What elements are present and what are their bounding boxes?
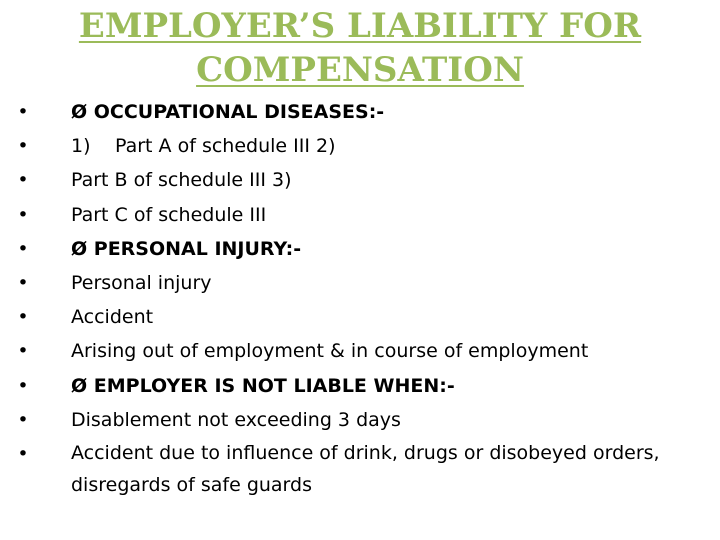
heading-personal-injury: Ø PERSONAL INJURY:- [71, 237, 302, 260]
bullet-icon: • [17, 374, 29, 397]
bullet-item [14, 232, 704, 266]
bullet-item [14, 334, 704, 368]
bullet-list [14, 95, 704, 501]
bullet-icon: • [17, 203, 29, 226]
bullet-icon: • [17, 135, 29, 158]
list-item-text: Accident due to influence of drink, drugs or disobeyed orders, disregards of safe guards [71, 442, 660, 497]
item-number: 1) [71, 135, 91, 158]
bullet-icon: • [17, 101, 29, 123]
bullet-icon: • [17, 306, 29, 329]
bullet-item [14, 163, 704, 197]
bullet-item [14, 266, 704, 300]
bullet-icon: • [17, 169, 29, 192]
bullet-icon: • [17, 237, 29, 260]
bullet-icon: • [17, 408, 29, 431]
list-item-text: Accident [71, 306, 154, 329]
heading-occupational-diseases: Ø OCCUPATIONAL DISEASES:- [71, 101, 385, 123]
list-item-text: Part C of schedule III [71, 203, 267, 226]
list-item-text: Part B of schedule III 3) [71, 169, 292, 192]
bullet-item [14, 403, 704, 437]
bullet-icon: • [17, 272, 29, 295]
list-item-text: Personal injury [71, 272, 212, 295]
list-item-text: Arising out of employment & in course of employment [71, 340, 589, 363]
list-item-text: Part A of schedule III 2) [115, 135, 336, 158]
bullet-item [14, 129, 704, 163]
bullet-icon: • [17, 340, 29, 363]
bullet-item [14, 95, 704, 129]
bullet-item [14, 369, 704, 403]
slide-title: EMPLOYER’S LIABILITY FOR COMPENSATION [78, 6, 642, 90]
bullet-item [14, 300, 704, 334]
bullet-icon: • [17, 443, 29, 466]
heading-employer-not-liable: Ø EMPLOYER IS NOT LIABLE WHEN:- [71, 374, 455, 397]
list-item-text: Disablement not exceeding 3 days [71, 408, 401, 431]
bullet-item [14, 198, 704, 232]
bullet-item [14, 437, 704, 501]
